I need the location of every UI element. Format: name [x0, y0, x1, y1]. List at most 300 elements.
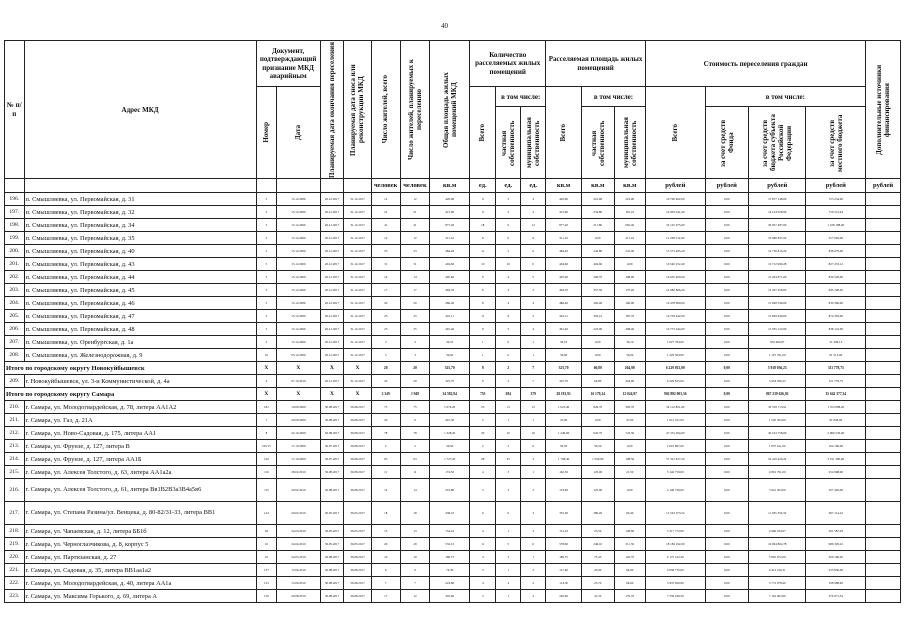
table-cell-c-mun: 4 — [521, 297, 546, 310]
table-cell-cost-local: 838 122,00 — [806, 323, 866, 336]
table-cell-plan-res: 20.12.2017 — [320, 349, 344, 362]
table-cell-extra — [866, 414, 901, 427]
table-cell-docnum: 5 — [256, 284, 277, 297]
table-cell-cost-total: 4 148 729,00 — [645, 479, 705, 502]
table-cell-a-mun: 36,00 — [614, 349, 645, 362]
table-cell-n: 196. — [5, 193, 25, 206]
table-cell-c-total: 10 — [470, 258, 496, 271]
table-cell-addr: г. Самара, ул. Фрунзе, д. 127, литера В — [24, 440, 256, 453]
table-cell-a-priv: 246,10 — [581, 538, 614, 551]
table-cell-plan-dem: 31.12.2017 — [344, 206, 371, 219]
table-cell-c-priv: 2 — [496, 577, 521, 590]
table-cell-plan-res: 20.12.2017 — [320, 245, 344, 258]
table-cell-cost-fund: 0,00 — [705, 219, 748, 232]
unit-sqm: кв.м — [581, 179, 614, 193]
table-cell-plan-dem: 31.12.2017 — [344, 375, 371, 388]
header-num: № п/п — [5, 41, 25, 179]
table-cell-cost-fund: 0,00 — [705, 453, 748, 466]
table-row — [5, 349, 901, 362]
table-cell-cost-fund: 0,00 — [705, 466, 748, 479]
table-cell-cost-fund: 0,00 — [705, 245, 748, 258]
table-cell-extra — [866, 401, 901, 414]
table-cell-a-mun: 94,90 — [614, 564, 645, 577]
group-cell-c-total: 755 — [470, 388, 496, 401]
group-cell-c-priv: 384 — [496, 388, 521, 401]
table-row — [5, 310, 901, 323]
table-cell-area: 219,80 — [430, 479, 470, 502]
table-cell-a-mun: 0,00 — [614, 440, 645, 453]
group-cell-extra — [866, 362, 901, 375]
table-cell-c-total: 18 — [470, 219, 496, 232]
table-cell-plan-dem: 31.12.2017 — [344, 310, 371, 323]
table-cell-a-mun: 166,00 — [614, 297, 645, 310]
table-cell-r-total: 3 — [371, 336, 400, 349]
group-cell-area: 34 582,94 — [430, 388, 470, 401]
table-cell-n: 206. — [5, 323, 25, 336]
table-cell-extra — [866, 310, 901, 323]
table-cell-a-mun: 90,60 — [614, 577, 645, 590]
group-cell-cost-fund: 0,00 — [705, 388, 748, 401]
table-cell-c-mun: 1 — [521, 466, 546, 479]
table-cell-docnum: 5 — [256, 271, 277, 284]
table-cell-plan-dem: 31.12.2017 — [344, 323, 371, 336]
table-cell-cost-total: 16 700 402,00 — [645, 193, 705, 206]
header-area-including: в том числе: — [581, 87, 645, 107]
table-cell-plan-res: 20.12.2017 — [320, 284, 344, 297]
table-cell-a-total: 494,70 — [546, 284, 582, 297]
table-cell-area: 1 328,20 — [430, 427, 470, 440]
group-cell-cost-total: 6 229 815,00 — [645, 362, 705, 375]
table-cell-n: 197. — [5, 206, 25, 219]
table-cell-a-total: 1 249,00 — [546, 427, 582, 440]
table-cell-a-mun: 268,40 — [614, 323, 645, 336]
table-cell-cost-subj: 4 891 791,00 — [748, 466, 805, 479]
table-cell-cost-local: 1 553 088,00 — [806, 401, 866, 414]
table-row — [5, 401, 901, 414]
table-cell-c-priv: 1 — [496, 590, 521, 603]
table-cell-docnum: 5 — [256, 297, 277, 310]
table-row — [5, 440, 901, 453]
table-cell-c-mun: 2 — [521, 284, 546, 297]
table-cell-extra — [866, 206, 901, 219]
table-cell-plan-dem: 30.08.2017 — [344, 479, 371, 502]
table-cell-area: 30,10 — [430, 336, 470, 349]
table-cell-plan-res: 30.08.2017 — [320, 577, 344, 590]
table-cell-n: 207. — [5, 336, 25, 349]
table-cell-plan-dem: 30.08.2017 — [344, 590, 371, 603]
table-cell-r-plan: 21 — [400, 206, 429, 219]
table-cell-plan-res: 30.08.2017 — [320, 427, 344, 440]
table-cell-c-priv: 5 — [496, 323, 521, 336]
table-cell-cost-total: 32 125 675,00 — [645, 219, 705, 232]
table-cell-docnum: 5 — [256, 245, 277, 258]
header-total-area: Общая площадь жилых помещений МКД — [430, 41, 470, 179]
table-cell-addr: п. Смышляевка, ул. Оренбургская, д. 1а — [24, 336, 256, 349]
table-cell-cost-total: 4 658 770,00 — [645, 564, 705, 577]
group-cell-x1: X — [256, 388, 277, 401]
table-cell-docnum: 5 — [256, 323, 277, 336]
table-row — [5, 193, 901, 206]
table-cell-cost-local: 1 168 188,00 — [806, 219, 866, 232]
table-row — [5, 232, 901, 245]
table-cell-a-priv: 645,70 — [581, 427, 614, 440]
table-cell-docdate: 15.12.2006 — [277, 271, 320, 284]
table-cell-cost-subj: 32 559 713,91 — [748, 401, 805, 414]
table-cell-cost-subj: 15 935 122,00 — [748, 323, 805, 336]
table-cell-r-plan: 3 — [400, 336, 429, 349]
table-cell-n: 200. — [5, 245, 25, 258]
table-cell-docnum: 5 — [256, 232, 277, 245]
table-cell-c-priv: 3 — [496, 479, 521, 502]
table-cell-cost-total: 16 035 400,00 — [645, 271, 705, 284]
table-cell-cost-fund: 0,00 — [705, 440, 748, 453]
table-cell-a-mun: 311,10 — [614, 232, 645, 245]
table-cell-docdate: 15.06.2010 — [277, 577, 320, 590]
table-cell-area: 877,20 — [430, 219, 470, 232]
table-cell-r-total: 25 — [371, 310, 400, 323]
table-cell-n: 219. — [5, 538, 25, 551]
table-cell-r-plan: 12 — [400, 193, 429, 206]
table-cell-r-plan: 14 — [400, 479, 429, 502]
table-cell-r-plan: 78 — [400, 427, 429, 440]
table-cell-plan-dem: 30.05.2017 — [344, 502, 371, 525]
table-cell-c-priv: 1 — [496, 564, 521, 577]
table-cell-plan-res: 20.12.2017 — [320, 297, 344, 310]
table-cell-docnum: 5 — [256, 336, 277, 349]
table-cell-extra — [866, 479, 901, 502]
table-cell-cost-local: 759 212,44 — [806, 206, 866, 219]
table-cell-c-mun: 1 — [521, 349, 546, 362]
table-cell-cost-total: 1 612 191,00 — [645, 414, 705, 427]
unit-items: ед. — [470, 179, 496, 193]
table-cell-c-mun: 6 — [521, 538, 546, 551]
header-rooms-private: частная собственность — [496, 107, 521, 179]
table-cell-c-mun: 2 — [521, 564, 546, 577]
table-cell-cost-total: 34 112 801,00 — [645, 401, 705, 414]
table-cell-a-total: 877,20 — [546, 219, 582, 232]
unit-people: человек — [371, 179, 400, 193]
table-cell-docdate: 10.09.2009 — [277, 401, 320, 414]
table-row — [5, 538, 901, 551]
table-cell-docnum: 16 — [256, 551, 277, 564]
table-cell-cost-subj: 5 918 036,25 — [748, 375, 805, 388]
table-cell-n: 199. — [5, 232, 25, 245]
table-cell-docnum: 8 — [256, 427, 277, 440]
table-cell-area: 224,80 — [430, 577, 470, 590]
table-cell-extra — [866, 375, 901, 388]
table-cell-n: 217. — [5, 502, 25, 525]
table-cell-n: 220. — [5, 551, 25, 564]
table-cell-a-priv: 59,50 — [581, 440, 614, 453]
table-cell-r-plan: 75 — [400, 401, 429, 414]
table-cell-a-priv: 1 509,90 — [581, 453, 614, 466]
table-cell-a-mun: 0,00 — [614, 479, 645, 502]
table-cell-c-total: 26 — [470, 427, 496, 440]
table-cell-plan-dem: 31.12.2017 — [344, 336, 371, 349]
unit-items: ед. — [521, 179, 546, 193]
table-cell-a-priv: 41,50 — [581, 590, 614, 603]
table-cell-a-mun: 30,10 — [614, 336, 645, 349]
table-cell-cost-subj: 14 736 816,20 — [748, 245, 805, 258]
table-cell-plan-dem: 31.12.2017 — [344, 219, 371, 232]
table-cell-docnum: 5 — [256, 258, 277, 271]
table-cell-plan-res: 20.12.2017 — [320, 375, 344, 388]
table-cell-a-total: 36,00 — [546, 349, 582, 362]
table-cell-a-priv: 242,80 — [581, 245, 614, 258]
table-cell-a-mun: 181,10 — [614, 206, 645, 219]
table-cell-n: 210. — [5, 401, 25, 414]
table-cell-cost-subj: 30 957 487,00 — [748, 219, 805, 232]
table-row — [5, 525, 901, 538]
table-cell-c-priv: 3 — [496, 466, 521, 479]
table-cell-cost-fund: 0,00 — [705, 401, 748, 414]
table-cell-cost-subj: 14 144 028,96 — [748, 206, 805, 219]
table-cell-plan-res: 30.07.2017 — [320, 440, 344, 453]
table-cell-cost-subj: 13 437 458,00 — [748, 284, 805, 297]
table-cell-docnum: 116 — [256, 466, 277, 479]
table-cell-plan-res: 20.12.2017 — [320, 271, 344, 284]
table-cell-r-total: 12 — [371, 193, 400, 206]
group-cell-c-priv: 2 — [496, 362, 521, 375]
group-cell-r-plan: 1 949 — [400, 388, 429, 401]
table-cell-cost-total: 3 970 920,00 — [645, 577, 705, 590]
table-cell-c-priv: 0 — [496, 336, 521, 349]
table-cell-docnum: 235/15 — [256, 440, 277, 453]
table-cell-cost-local: 830 529,00 — [806, 271, 866, 284]
table-cell-addr: п. Смышляевка, ул. Первомайская, д. 32 — [24, 206, 256, 219]
unit-rubles: рублей — [645, 179, 705, 193]
table-cell-a-total: 405,60 — [546, 271, 582, 284]
table-cell-r-plan: 20 — [400, 375, 429, 388]
table-cell-area: 1 074,20 — [430, 401, 470, 414]
table-cell-addr: г. Самара, ул. Молодогвардейская, д. 40, литера АА1а — [24, 577, 256, 590]
table-cell-cost-local: 557 665,00 — [806, 232, 866, 245]
table-cell-docdate: 20.02.2010 — [277, 502, 320, 525]
table-row — [5, 564, 901, 577]
table-cell-cost-fund: 0,00 — [705, 336, 748, 349]
table-cell-docnum: 4 — [256, 375, 277, 388]
table-cell-docdate: 24.04.2010 — [277, 538, 320, 551]
table-cell-docdate: 15.12.2006 — [277, 323, 320, 336]
table-cell-c-priv: 5 — [496, 206, 521, 219]
table-cell-n: 222. — [5, 577, 25, 590]
table-cell-c-mun: 12 — [521, 219, 546, 232]
table-cell-docnum: 16 — [256, 538, 277, 551]
group-cell-a-priv: 16 179,24 — [581, 388, 614, 401]
group-cell-a-total: 325,70 — [546, 362, 582, 375]
table-cell-docdate: 15.12.2006 — [277, 232, 320, 245]
table-cell-cost-subj: 15 877 148,00 — [748, 193, 805, 206]
table-cell-a-priv: 125,00 — [581, 479, 614, 502]
table-cell-cost-fund: 0,00 — [705, 323, 748, 336]
table-cell-c-priv: 3 — [496, 551, 521, 564]
table-cell-c-mun: 0 — [521, 440, 546, 453]
table-cell-a-priv: 0,00 — [581, 336, 614, 349]
header-doc-date: Дата — [277, 87, 320, 179]
table-cell-c-total: 9 — [470, 375, 496, 388]
table-cell-c-priv: 25 — [496, 453, 521, 466]
header-residents-total: Число жителей, всего — [371, 41, 400, 179]
table-cell-a-mun: 198,50 — [614, 453, 645, 466]
table-cell-r-plan: 7 — [400, 577, 429, 590]
table-cell-n: 221. — [5, 564, 25, 577]
table-cell-docnum: 120 — [256, 453, 277, 466]
table-cell-c-total: 4 — [470, 525, 496, 538]
group-cell-x3: X — [320, 388, 344, 401]
table-cell-c-priv: 0 — [496, 349, 521, 362]
table-cell-a-priv: 404,60 — [581, 258, 614, 271]
table-cell-addr: п. Смышляевка, ул. Первомайская, д. 43 — [24, 258, 256, 271]
table-cell-extra — [866, 232, 901, 245]
table-cell-n: 213. — [5, 440, 25, 453]
table-cell-n: 211. — [5, 414, 25, 427]
table-cell-c-priv: 5 — [496, 538, 521, 551]
table-cell-docnum: 62 — [256, 525, 277, 538]
table-cell-addr: г. Самара, ул. Степана Разина/ул. Венцека, д. 80-82/31-33, литера ВВ1 — [24, 502, 256, 525]
table-cell-c-priv: 9 — [496, 310, 521, 323]
table-cell-c-priv: 6 — [496, 502, 521, 525]
header-cost-fund: за счет средств Фонда — [705, 107, 748, 179]
table-cell-c-total: 4 — [470, 551, 496, 564]
table-cell-cost-subj: 15 204 871,00 — [748, 271, 805, 284]
table-cell-a-mun: 219,00 — [614, 193, 645, 206]
table-cell-area: 438,10 — [430, 502, 470, 525]
table-cell-c-total: 9 — [470, 323, 496, 336]
table-cell-extra — [866, 453, 901, 466]
table-cell-cost-total: 16 478 900,00 — [645, 297, 705, 310]
table-cell-c-total: 6 — [470, 284, 496, 297]
table-cell-c-total: 8 — [470, 297, 496, 310]
table-cell-cost-local: 198 988,40 — [806, 577, 866, 590]
table-cell-extra — [866, 564, 901, 577]
table-cell-docdate: 22.10.2009 — [277, 427, 320, 440]
table-cell-extra — [866, 245, 901, 258]
table-cell-a-mun: 393,70 — [614, 401, 645, 414]
table-cell-plan-res: 30.07.2017 — [320, 453, 344, 466]
table-cell-a-mun: 102,70 — [614, 551, 645, 564]
table-cell-plan-res: 20.12.2017 — [320, 206, 344, 219]
table-cell-cost-local: 607 114,22 — [806, 502, 866, 525]
table-cell-plan-dem: 31.12.2017 — [344, 271, 371, 284]
table-cell-extra — [866, 284, 901, 297]
table-cell-c-priv: 1 — [496, 525, 521, 538]
table-cell-a-priv: 206,70 — [581, 271, 614, 284]
header-planned-resettlement: Планируемая дата окончания переселения — [320, 41, 344, 179]
table-cell-c-mun: 8 — [521, 232, 546, 245]
table-cell-c-mun: 4 — [521, 206, 546, 219]
table-cell-n: 208. — [5, 349, 25, 362]
table-cell-r-plan: 11 — [400, 466, 429, 479]
table-header — [5, 41, 901, 193]
group-cell-cost-subj: 5 918 036,25 — [748, 362, 805, 375]
table-cell-addr: п. Смышляевка, ул. Первомайская, д. 44 — [24, 271, 256, 284]
table-cell-r-total: 23 — [371, 245, 400, 258]
table-cell-c-total: 4 — [470, 466, 496, 479]
table-cell-c-total: 28 — [470, 453, 496, 466]
table-cell-a-mun: 665,40 — [614, 219, 645, 232]
table-cell-extra — [866, 297, 901, 310]
table-cell-r-total: 20 — [371, 375, 400, 388]
table-cell-n: 209. — [5, 375, 25, 388]
table-cell-extra — [866, 577, 901, 590]
table-cell-r-total: 25 — [371, 323, 400, 336]
table-cell-a-mun: 21,50 — [614, 466, 645, 479]
table-cell-n: 203. — [5, 284, 25, 297]
table-cell-a-total: 325,70 — [546, 375, 582, 388]
table-cell-docdate: 15.12.2006 — [277, 310, 320, 323]
table-cell-a-priv: 45,00 — [581, 564, 614, 577]
table-cell-plan-res: 30.05.2017 — [320, 538, 344, 551]
table-cell-addr: г. Самара, ул. Садовая, д. 35, литера ВВ1аа1а2 — [24, 564, 256, 577]
table-cell-area: 345,60 — [430, 590, 470, 603]
group-cell-a-mun: 264,90 — [614, 362, 645, 375]
table-cell-r-plan: 25 — [400, 310, 429, 323]
table-cell-cost-fund: 0,00 — [705, 375, 748, 388]
table-cell-cost-fund: 0,00 — [705, 564, 748, 577]
table-cell-r-total: 41 — [371, 219, 400, 232]
table-cell-area: 174,50 — [430, 466, 470, 479]
group-cell-r-plan: 20 — [400, 362, 429, 375]
table-cell-docdate: 05.12.2006 — [277, 349, 320, 362]
table-cell-area: 59,50 — [430, 440, 470, 453]
header-area-private: частная собственность — [581, 107, 614, 179]
table-row — [5, 414, 901, 427]
table-cell-r-total: 14 — [371, 479, 400, 502]
table-cell-plan-dem: 30.08.2017 — [344, 401, 371, 414]
table-cell-area: 486,40 — [430, 297, 470, 310]
table-cell-extra — [866, 551, 901, 564]
table-row — [5, 453, 901, 466]
table-cell-a-priv: 286,20 — [581, 502, 614, 525]
table-cell-plan-dem: 31.12.2017 — [344, 258, 371, 271]
group-cell-cost-local: 311 778,75 — [806, 362, 866, 375]
group-cell-cost-total: 902 882 003,36 — [645, 388, 705, 401]
table-cell-c-mun: 6 — [521, 245, 546, 258]
table-cell-a-total: 1 708,40 — [546, 453, 582, 466]
table-cell-n: 201. — [5, 258, 25, 271]
header-rooms-including: в том числе: — [496, 87, 546, 107]
table-cell-plan-res: 20.12.2017 — [320, 232, 344, 245]
table-cell-docdate: 15.12.2006 — [277, 245, 320, 258]
table-cell-r-plan: 41 — [400, 219, 429, 232]
table-cell-a-total: 47,00 — [546, 414, 582, 427]
table-body — [5, 193, 901, 603]
table-cell-a-total: 491,11 — [546, 310, 582, 323]
table-row — [5, 323, 901, 336]
table-cell-addr: п. Смышляевка, ул. Железнодорожная, д. 9 — [24, 349, 256, 362]
table-cell-cost-subj: 54 410 426,24 — [748, 453, 805, 466]
table-cell-docnum: 150 — [256, 590, 277, 603]
table-cell-n: 214. — [5, 453, 25, 466]
table-cell-a-priv: 23,70 — [581, 577, 614, 590]
table-cell-cost-fund: 0,00 — [705, 284, 748, 297]
table-cell-a-total: 180,75 — [546, 551, 582, 564]
table-cell-docdate: 20.02.2010 — [277, 479, 320, 502]
table-cell-a-mun: 0,00 — [614, 258, 645, 271]
table-cell-cost-total: 6 175 162,20 — [645, 551, 705, 564]
table-cell-plan-dem: 30.08.2017 — [344, 564, 371, 577]
table-cell-a-total: 404,60 — [546, 258, 582, 271]
table-cell-r-plan: 13 — [400, 525, 429, 538]
table-cell-docdate: 15.12.2006 — [277, 297, 320, 310]
table-cell-plan-res: 20.12.2017 — [320, 310, 344, 323]
table-cell-cost-local: 836 679,00 — [806, 245, 866, 258]
table-cell-c-total: 1 — [470, 349, 496, 362]
table-row — [5, 479, 901, 502]
resettlement-table — [4, 40, 901, 603]
table-cell-area: 1 727,20 — [430, 453, 470, 466]
table-cell-a-mun: 723,30 — [614, 427, 645, 440]
